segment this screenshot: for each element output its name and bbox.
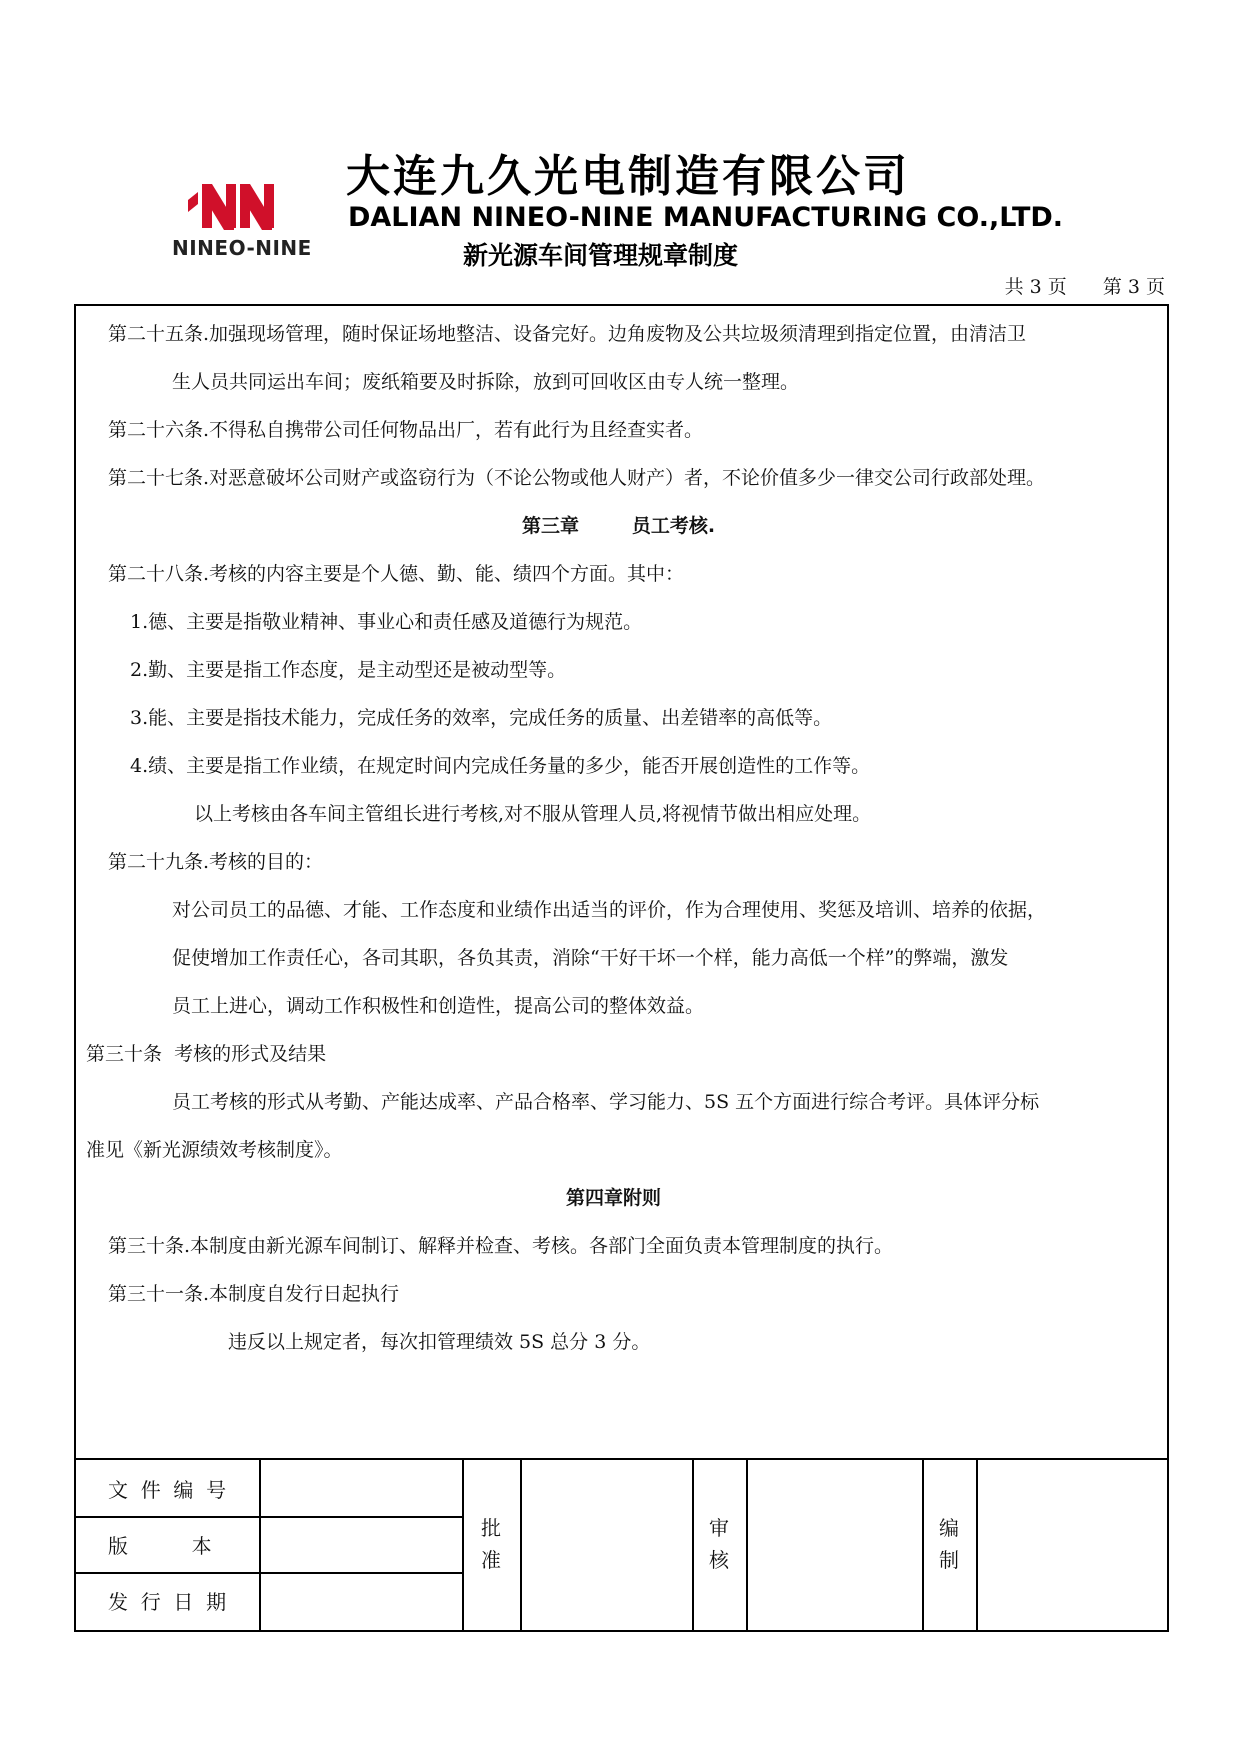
current-page: 第 3 页 [1102,276,1165,298]
review-signature-cell[interactable] [748,1460,922,1630]
company-name-cn: 大连九久光电制造有限公司 [346,151,910,202]
doc-number-label: 文 件 编 号 [108,1478,227,1502]
approval-table [76,1458,1167,1630]
document-frame [74,304,1169,1632]
review-label: 审 核 [709,1516,729,1572]
article-25-line-1: 第二十五条.加强现场管理，随时保证场地整洁、设备完好。边角废物及公共垃圾须清理到指定位置，由清洁卫 [108,323,1027,345]
approve-signature-cell[interactable] [522,1460,692,1630]
doc-number-value[interactable] [260,1460,462,1516]
article-29-line-3: 员工上进心，调动工作积极性和创造性，提高公司的整体效益。 [172,995,705,1017]
total-pages: 共 3 页 [1004,276,1067,298]
article-29-line-1: 对公司员工的品德、才能、工作态度和业绩作出适当的评价，作为合理使用、奖惩及培训、培养的依据， [172,899,1047,921]
article-28-item-1: 1.德、主要是指敬业精神、事业心和责任感及道德行为规范。 [130,611,643,633]
article-26: 第二十六条.不得私自携带公司任何物品出厂，若有此行为且经查实者。 [108,419,704,441]
article-28-item-2: 2.勤、主要是指工作态度，是主动型还是被动型等。 [130,659,567,681]
chapter-4-heading: 第四章附则 [566,1187,662,1209]
article-29-line-2: 促使增加工作责任心，各司其职，各负其责，消除“干好干坏一个样，能力高低一个样”的弊端，激发 [172,947,1009,969]
version-label: 版 本 [108,1534,212,1558]
article-29: 第二十九条.考核的目的： [108,851,324,873]
penalty-note: 违反以上规定者，每次扣管理绩效 5S 总分 3 分。 [228,1331,651,1353]
logo-text: NINEO-NINE [172,236,312,260]
article-28-note: 以上考核由各车间主管组长进行考核,对不服从管理人员,将视情节做出相应处理。 [194,803,872,825]
issue-date-label: 发 行 日 期 [108,1590,227,1614]
prepare-label: 编 制 [939,1516,959,1572]
article-30-title: 第三十条 考核的形式及结果 [86,1043,327,1065]
page-info [1005,272,1165,299]
article-28: 第二十八条.考核的内容主要是个人德、勤、能、绩四个方面。其中： [108,563,685,585]
company-name-en: DALIAN NINEO-NINE MANUFACTURING CO.,LTD. [348,202,1064,233]
article-25-line-2: 生人员共同运出车间；废纸箱要及时拆除，放到可回收区由专人统一整理。 [172,371,800,393]
chapter-3-heading: 第三章 员工考核. [522,515,716,537]
article-27: 第二十七条.对恶意破坏公司财产或盗窃行为（不论公物或他人财产）者，不论价值多少一律交公司行政部处理。 [108,467,1046,489]
article-31: 第三十一条.本制度自发行日起执行 [108,1283,400,1305]
article-28-item-4: 4.绩、主要是指工作业绩，在规定时间内完成任务量的多少，能否开展创造性的工作等。 [130,755,871,777]
article-30b: 第三十条.本制度由新光源车间制订、解释并检查、考核。各部门全面负责本管理制度的执行。 [108,1235,894,1257]
prepare-signature-cell[interactable] [978,1460,1166,1630]
document-title: 新光源车间管理规章制度 [463,241,739,270]
version-value[interactable] [260,1516,462,1572]
issue-date-value[interactable] [260,1572,462,1630]
article-30-line-1: 员工考核的形式从考勤、产能达成率、产品合格率、学习能力、5S 五个方面进行综合考评。具体评分标 [172,1091,1040,1113]
article-30-line-2: 准见《新光源绩效考核制度》。 [86,1139,343,1161]
article-28-item-3: 3.能、主要是指技术能力，完成任务的效率，完成任务的质量、出差错率的高低等。 [130,707,833,729]
approve-label: 批 准 [481,1516,501,1572]
